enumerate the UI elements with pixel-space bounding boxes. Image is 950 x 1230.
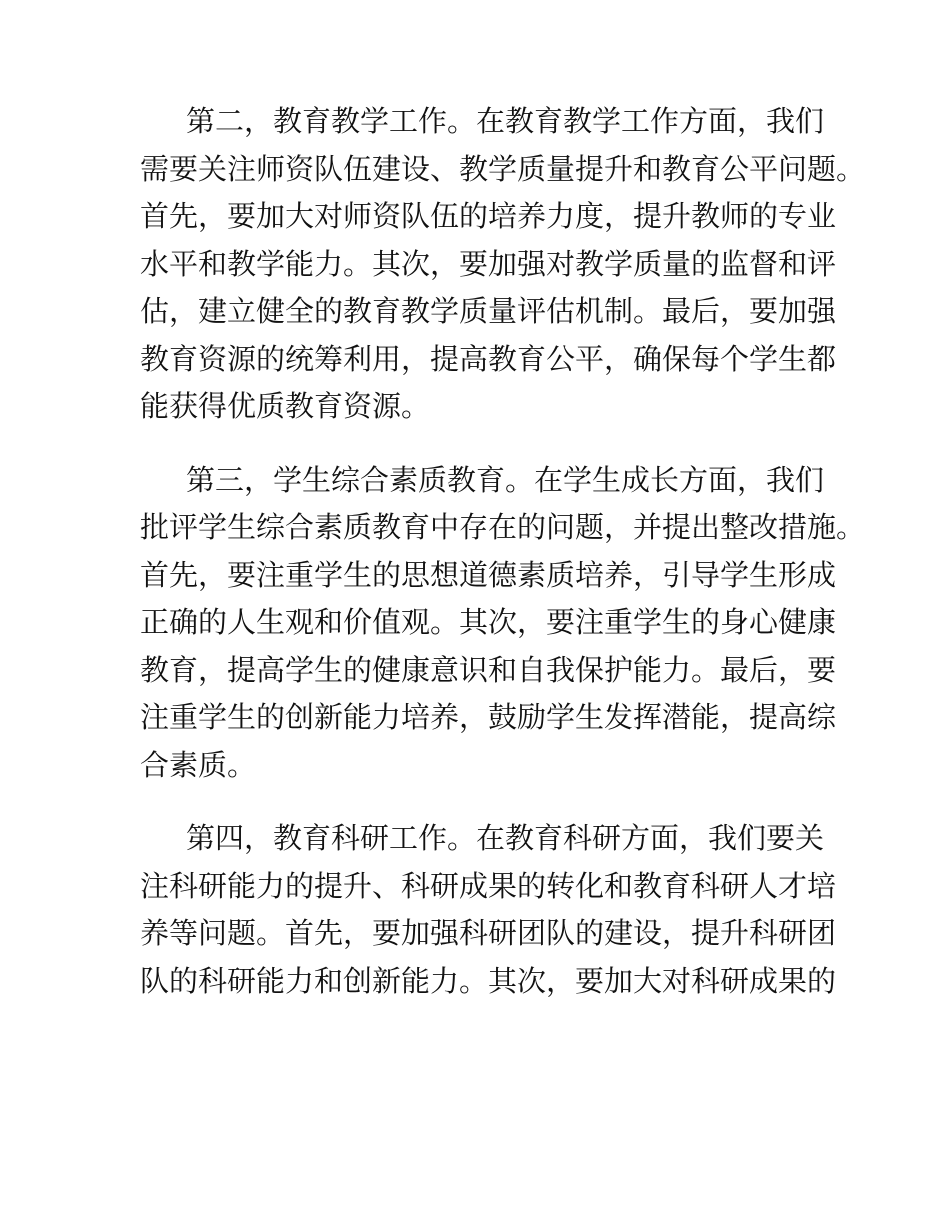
paragraph-research [140,815,840,1005]
paragraph-line: 注科研能力的提升、科研成果的转化和教育科研人才培 [140,868,837,903]
paragraph-line: 估，建立健全的教育教学质量评估机制。最后，要加强 [140,294,837,328]
paragraph-line: 第四，教育科研工作。在教育科研方面，我们要关 [186,821,825,855]
paragraph-line: 养等问题。首先，要加强科研团队的建设，提升科研团 [140,916,837,950]
paragraph-line: 队的科研能力和创新能力。其次，要加大对科研成果的 [140,963,837,998]
paragraph-education-teaching [140,98,866,431]
paragraph-line: 需要关注师资队伍建设、教学质量提升和教育公平问题。 [140,151,866,186]
paragraph-line: 能获得优质教育资源。 [140,389,431,423]
paragraph-line: 正确的人生观和价值观。其次，要注重学生的身心健康 [140,605,837,639]
paragraph-line: 注重学生的创新能力培养，鼓励学生发挥潜能，提高综 [140,700,837,734]
paragraph-line: 首先，要加大对师资队伍的培养力度，提升教师的专业 [140,199,837,233]
paragraph-line: 合素质。 [140,747,257,782]
paragraph-line: 水平和教学能力。其次，要加强对教学质量的监督和评 [140,246,837,281]
paragraph-line: 首先，要注重学生的思想道德素质培养，引导学生形成 [140,557,837,592]
paragraph-line: 第三，学生综合素质教育。在学生成长方面，我们 [186,462,825,497]
paragraph-student-quality [140,457,866,790]
paragraph-line: 第二，教育教学工作。在教育教学工作方面，我们 [186,104,825,138]
paragraph-line: 教育，提高学生的健康意识和自我保护能力。最后，要 [140,652,837,687]
paragraph-line: 批评学生综合素质教育中存在的问题，并提出整改措施。 [140,510,866,544]
paragraph-line: 教育资源的统筹利用，提高教育公平，确保每个学生都 [140,341,837,376]
document-body [140,98,866,1031]
